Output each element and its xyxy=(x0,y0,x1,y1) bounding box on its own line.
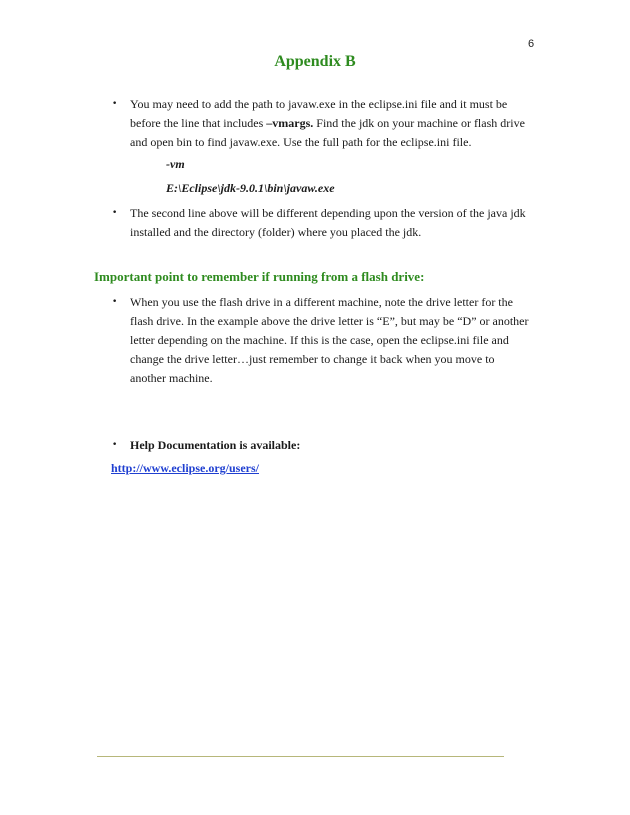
bullet-marker: • xyxy=(112,99,118,109)
code-line-path: E:\Eclipse\jdk-9.0.1\bin\javaw.exe xyxy=(166,181,335,195)
bullet-help-documentation xyxy=(112,436,532,455)
bullet-text: When you use the flash drive in a different machine, note the drive letter for the flash drive. In the example above the drive letter is “E”, but may be “D” or another letter depending on the machine. If this is the case, open the eclipse.ini file and change the drive letter…just remember to change it back when you move to another machine. xyxy=(130,295,529,385)
page-number: 6 xyxy=(528,38,535,50)
vmargs-keyword: –vmargs. xyxy=(266,116,314,130)
section-heading-flash-drive: Important point to remember if running from a flash drive: xyxy=(94,269,425,284)
bullet-text-after: Find the jdk on your machine or flash drive and open bin to find javaw.exe. Use the full path for the eclipse.ini file. xyxy=(130,116,525,149)
footer-divider xyxy=(97,756,504,757)
bullet-marker: • xyxy=(112,208,118,218)
page-title: Appendix B xyxy=(274,53,356,70)
bullet-marker: • xyxy=(112,297,118,307)
bullet-text: The second line above will be different depending upon the version of the java jdk installed and the directory (folder) where you placed the jdk. xyxy=(130,206,526,239)
bullet-flash-drive xyxy=(112,293,532,388)
bullet-second-line-note xyxy=(112,204,532,242)
bullet-text-before: You may need to add the path to javaw.exe in the eclipse.ini file and it must be before the line that includes xyxy=(130,97,508,130)
bullet-marker: • xyxy=(112,440,118,450)
bullet-javaw-path xyxy=(112,95,532,152)
code-line-vm: -vm xyxy=(166,157,185,171)
help-label: Help Documentation is available: xyxy=(130,438,301,452)
eclipse-users-link[interactable]: http://www.eclipse.org/users/ xyxy=(111,461,259,475)
